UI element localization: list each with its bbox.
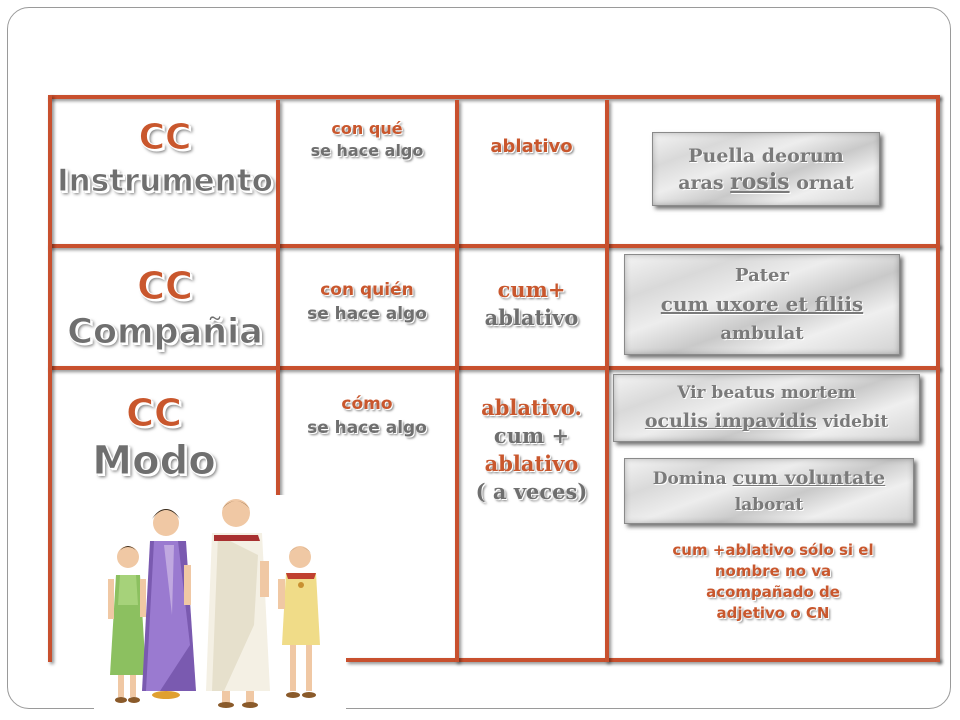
note-line-2: nombre no va xyxy=(714,562,832,580)
case-line-2: cum + xyxy=(493,423,570,448)
row-instrumento-label xyxy=(52,115,278,201)
example-line-1: Puella deorum xyxy=(688,145,844,167)
example-line-1: Vir beatus mortem xyxy=(677,383,856,403)
question-line-2: se hace algo xyxy=(307,304,427,324)
question-line-1: cómo xyxy=(341,394,393,414)
example-marble-compania xyxy=(624,254,900,355)
usage-note xyxy=(610,540,936,624)
example-marble-modo-b xyxy=(624,458,914,524)
case-line-4: ( a veces) xyxy=(475,479,588,504)
label-cc: CC xyxy=(126,391,182,435)
question-line-1: con qué xyxy=(331,119,403,138)
case-line-2: ablativo xyxy=(484,305,579,330)
example-line-2: oculis impavidis videbit xyxy=(644,410,889,432)
label-cc: CC xyxy=(138,117,192,158)
label-modo: Modo xyxy=(92,438,216,484)
example-line-2: laborat xyxy=(734,495,804,515)
example-marble-instrumento xyxy=(652,132,880,206)
case-line-1: cum+ xyxy=(497,277,566,302)
grid-line-col2 xyxy=(455,100,459,662)
row-compania-label xyxy=(52,262,278,354)
note-line-4: adjetivo o CN xyxy=(716,604,830,622)
grid-line-top xyxy=(48,95,940,99)
grid-line-row2 xyxy=(48,366,940,370)
note-line-1: cum +ablativo sólo si el xyxy=(672,541,874,559)
row-modo-case xyxy=(460,394,603,506)
row-instrumento-question xyxy=(282,118,452,162)
row-modo-question xyxy=(282,392,452,440)
note-line-3: acompañado de xyxy=(706,583,840,601)
example-marble-modo-a xyxy=(613,374,920,442)
label-instrumento: Instrumento xyxy=(57,163,273,199)
grid-line-row1 xyxy=(48,244,940,248)
question-line-1: con quién xyxy=(320,280,414,300)
question-line-2: se hace algo xyxy=(307,418,427,438)
row-compania-case xyxy=(460,276,603,332)
label-cc: CC xyxy=(137,264,193,308)
grid-line-right xyxy=(936,95,940,662)
case-line-1: ablativo. xyxy=(481,395,582,420)
case-line-3: ablativo xyxy=(484,451,579,476)
case-ablativo: ablativo xyxy=(490,136,573,157)
example-line-2: cum uxore et filiis xyxy=(660,292,864,316)
row-compania-question xyxy=(282,278,452,326)
roman-family-illustration xyxy=(94,495,346,710)
row-modo-label xyxy=(52,390,256,486)
grid-line-bottom xyxy=(346,658,940,662)
example-line-3: ambulat xyxy=(720,323,804,344)
label-compania: Compañia xyxy=(67,312,263,352)
example-line-2: aras rosis ornat xyxy=(678,169,854,195)
row-instrumento-case xyxy=(460,136,603,158)
example-line-1: Domina cum voluntate xyxy=(652,467,886,489)
grid-line-col3 xyxy=(605,100,609,662)
example-line-1: Pater xyxy=(735,265,789,286)
question-line-2: se hace algo xyxy=(310,141,424,160)
